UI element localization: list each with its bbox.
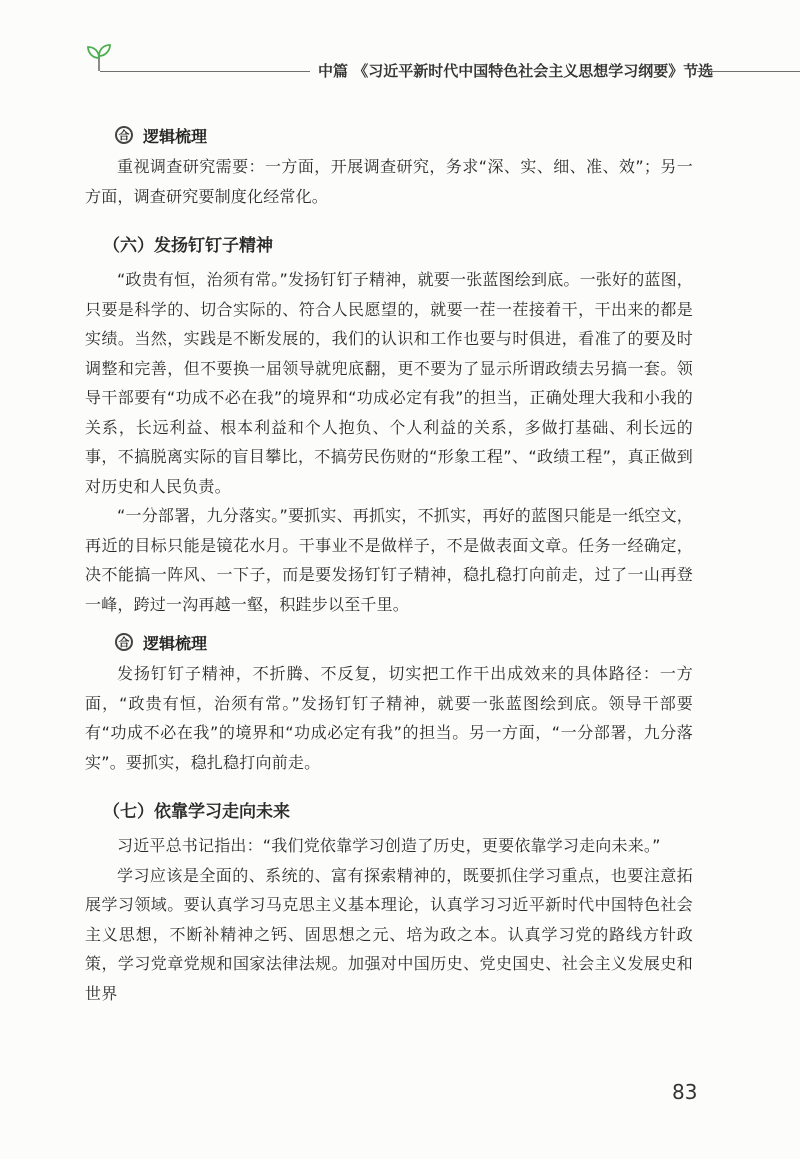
section7-paragraph-2: 学习应该是全面的、系统的、富有探索精神的，既要抓住学习重点，也要注意拓展学习领域。要认真学习马克思主义基本理论，认真学习习近平新时代中国特色社会主义思想，不断补精神之钙、固思想之元、培为政之本。认真学习党的路线方针政策，学习党章党规和国家法律法规。加强对中国历史、党史国史、社会主义发展史和世界 (85, 865, 693, 1003)
section-heading-7: （七）依靠学习走向未来 (103, 801, 290, 822)
logic-heading-1 (85, 118, 693, 152)
running-header (0, 38, 800, 88)
header-rule-left (100, 71, 310, 72)
section6-paragraph-2: “一分部署，九分落实。”要抓实、再抓实，不抓实，再好的蓝图只能是一纸空文，再近的目标只能是镜花水月。干事业不是做样子，不是做表面文章。任务一经确定，决不能搞一阵风、一下子，而是要发扬钉钉子精神，稳扎稳打向前走，过了一山再登一峰，跨过一沟再越一壑，积跬步以至千里。 (85, 506, 693, 614)
sprout-icon (86, 42, 112, 72)
section-heading-6: （六）发扬钉钉子精神 (103, 235, 273, 256)
page-number: 83 (672, 1080, 698, 1104)
header-rule-right (697, 71, 800, 72)
logic-paragraph-1: 重视调查研究需要：一方面，开展调查研究，务求“深、实、细、准、效”；另一方面，调查研究要制度化经常化。 (85, 157, 693, 206)
logic-heading-2 (85, 625, 693, 659)
logic-badge-icon: 合 (115, 633, 133, 651)
section7-paragraph-1: 习近平总书记指出：“我们党依靠学习创造了历史，更要依靠学习走向未来。” (117, 836, 661, 855)
page-body (85, 118, 693, 1008)
logic-title: 逻辑梳理 (143, 126, 208, 146)
logic-badge-icon: 合 (115, 126, 133, 144)
header-title: 中篇 《习近平新时代中国特色社会主义思想学习纲要》节选 (318, 62, 714, 80)
logic-paragraph-2: 发扬钉钉子精神，不折腾、不反复，切实把工作干出成效来的具体路径：一方面，“政贵有恒，治须有常。”发扬钉钉子精神，就要一张蓝图绘到底。领导干部要有“功成不必在我”的境界和“功成必定有我”的担当。另一方面，“一分部署，九分落实”。要抓实，稳扎稳打向前走。 (85, 664, 693, 772)
section6-paragraph-1: “政贵有恒，治须有常。”发扬钉钉子精神，就要一张蓝图绘到底。一张好的蓝图，只要是科学的、切合实际的、符合人民愿望的，就要一茬一茬接着干，干出来的都是实绩。当然，实践是不断发展的，我们的认识和工作也要与时俱进，看准了的要及时调整和完善，但不要换一届领导就兜底翻，更不要为了显示所谓政绩去另搞一套。领导干部要有“功成不必在我”的境界和“功成必定有我”的担当，正确处理大我和小我的关系，长远利益、根本利益和个人抱负、个人利益的关系，多做打基础、利长远的事，不搞脱离实际的盲目攀比，不搞劳民伤财的“形象工程”、“政绩工程”，真正做到对历史和人民负责。 (85, 270, 693, 496)
logic-title: 逻辑梳理 (143, 633, 208, 653)
